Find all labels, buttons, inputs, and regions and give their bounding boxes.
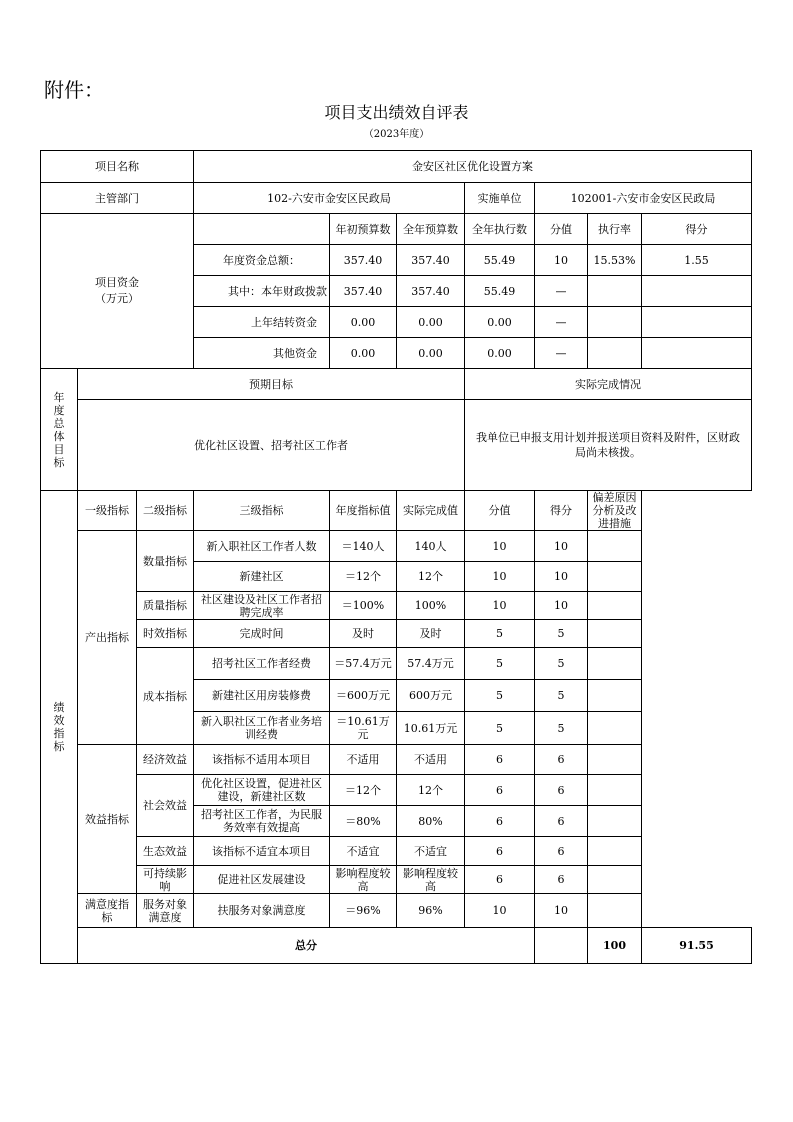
header-actual: 实际完成值 — [397, 491, 465, 531]
funds-label — [41, 214, 194, 369]
indicator-got: 6 — [535, 866, 588, 894]
funds-header-rate: 执行率 — [588, 214, 642, 245]
indicator-actual: 12个 — [397, 562, 465, 592]
indicator-target: ＝140人 — [330, 531, 397, 562]
indicator-note — [588, 648, 642, 680]
goals-label-text: 年度总体目标 — [53, 390, 65, 469]
indicator-score: 5 — [465, 620, 535, 648]
dept-label: 主管部门 — [41, 183, 194, 214]
level2-ecological: 生态效益 — [137, 837, 194, 866]
goals-header-row — [41, 369, 752, 400]
indicator-target: 及时 — [330, 620, 397, 648]
indicator-note — [588, 712, 642, 745]
funds-score: — — [535, 338, 588, 369]
indicator-actual: 及时 — [397, 620, 465, 648]
funds-header-initial: 年初预算数 — [330, 214, 397, 245]
indicator-target: ＝57.4万元 — [330, 648, 397, 680]
project-name-value: 金安区社区优化设置方案 — [194, 151, 752, 183]
level2-quality: 质量指标 — [137, 592, 194, 620]
indicator-row — [41, 648, 752, 680]
indicator-row — [41, 620, 752, 648]
indicators-label-text: 绩效指标 — [53, 701, 65, 753]
funds-score: — — [535, 307, 588, 338]
header-score: 分值 — [465, 491, 535, 531]
funds-score: — — [535, 276, 588, 307]
funds-got — [642, 307, 752, 338]
total-label: 总分 — [78, 928, 535, 964]
funds-got: 1.55 — [642, 245, 752, 276]
level2-quantity: 数量指标 — [137, 531, 194, 592]
indicator-score: 5 — [465, 648, 535, 680]
indicator-row — [41, 745, 752, 775]
indicator-note — [588, 531, 642, 562]
indicator-score: 6 — [465, 866, 535, 894]
indicator-score: 6 — [465, 745, 535, 775]
level2-service: 服务对象满意度 — [137, 894, 194, 928]
level1-satisfaction: 满意度指标 — [78, 894, 137, 928]
header-level3: 三级指标 — [194, 491, 330, 531]
year-subtitle: （2023年度） — [363, 129, 430, 140]
funds-executed: 55.49 — [465, 245, 535, 276]
header-level2: 二级指标 — [137, 491, 194, 531]
indicator-name: 新建社区 — [194, 562, 330, 592]
indicator-target: ＝80% — [330, 806, 397, 837]
indicator-target: ＝96% — [330, 894, 397, 928]
total-row — [41, 928, 752, 964]
funds-got — [642, 338, 752, 369]
indicator-note — [588, 775, 642, 806]
indicator-name: 新入职社区工作者人数 — [194, 531, 330, 562]
funds-rate — [588, 307, 642, 338]
funds-label-text: 项目资金（万元） — [95, 276, 139, 305]
indicator-actual: 140人 — [397, 531, 465, 562]
indicator-target: ＝12个 — [330, 775, 397, 806]
indicator-actual: 12个 — [397, 775, 465, 806]
header-level1: 一级指标 — [78, 491, 137, 531]
indicator-note — [588, 680, 642, 712]
indicator-got: 10 — [535, 562, 588, 592]
indicator-note — [588, 866, 642, 894]
total-score: 100 — [588, 928, 642, 964]
expected-header: 预期目标 — [78, 369, 465, 400]
indicator-row — [41, 531, 752, 562]
funds-rate — [588, 276, 642, 307]
indicator-score: 5 — [465, 712, 535, 745]
indicator-row — [41, 837, 752, 866]
goals-row — [41, 400, 752, 491]
indicator-name: 新入职社区工作者业务培训经费 — [194, 712, 330, 745]
indicator-target: 不适宜 — [330, 837, 397, 866]
indicator-got: 5 — [535, 648, 588, 680]
impl-value: 102001-六安市金安区民政局 — [535, 183, 752, 214]
indicator-name: 招考社区工作者经费 — [194, 648, 330, 680]
indicator-got: 10 — [535, 592, 588, 620]
indicator-target: 不适用 — [330, 745, 397, 775]
header-target: 年度指标值 — [330, 491, 397, 531]
indicator-row — [41, 866, 752, 894]
level1-benefit: 效益指标 — [78, 745, 137, 894]
indicator-target: ＝100% — [330, 592, 397, 620]
indicator-got: 6 — [535, 837, 588, 866]
indicator-note — [588, 745, 642, 775]
funds-header-annual: 全年预算数 — [397, 214, 465, 245]
total-got: 91.55 — [642, 928, 752, 964]
indicator-score: 5 — [465, 680, 535, 712]
indicator-note — [588, 894, 642, 928]
indicator-note — [588, 562, 642, 592]
indicator-score: 10 — [465, 592, 535, 620]
funds-annual: 357.40 — [397, 276, 465, 307]
funds-header-blank — [194, 214, 330, 245]
funds-executed: 0.00 — [465, 307, 535, 338]
indicators-label — [41, 491, 78, 964]
funds-got — [642, 276, 752, 307]
indicator-name: 招考社区工作者，为民服务效率有效提高 — [194, 806, 330, 837]
indicator-score: 6 — [465, 775, 535, 806]
funds-initial: 357.40 — [330, 245, 397, 276]
level2-sustainable: 可持续影响 — [137, 866, 194, 894]
indicator-note — [588, 620, 642, 648]
indicator-name: 该指标不适用本项目 — [194, 745, 330, 775]
funds-annual: 0.00 — [397, 307, 465, 338]
indicator-got: 5 — [535, 680, 588, 712]
project-name-label: 项目名称 — [41, 151, 194, 183]
indicator-actual: 影响程度较高 — [397, 866, 465, 894]
actual-goal: 我单位已申报支用计划并报送项目资料及附件，区财政局尚未核拨。 — [465, 400, 752, 491]
indicator-target: 影响程度较高 — [330, 866, 397, 894]
funds-annual: 357.40 — [397, 245, 465, 276]
indicator-target: ＝12个 — [330, 562, 397, 592]
indicator-note — [588, 592, 642, 620]
impl-label: 实施单位 — [465, 183, 535, 214]
level2-cost: 成本指标 — [137, 648, 194, 745]
indicator-name: 完成时间 — [194, 620, 330, 648]
funds-row-label: 其中：本年财政拨款 — [194, 276, 330, 307]
page-title: 项目支出绩效自评表 — [324, 103, 469, 122]
evaluation-table — [40, 150, 752, 964]
funds-header-row — [41, 214, 752, 245]
department-row — [41, 183, 752, 214]
project-name-row — [41, 151, 752, 183]
funds-header-executed: 全年执行数 — [465, 214, 535, 245]
indicator-score: 10 — [465, 531, 535, 562]
indicator-name: 社区建设及社区工作者招聘完成率 — [194, 592, 330, 620]
total-blank — [535, 928, 588, 964]
indicator-name: 新建社区用房装修费 — [194, 680, 330, 712]
level2-social: 社会效益 — [137, 775, 194, 837]
indicator-actual: 10.61万元 — [397, 712, 465, 745]
indicator-got: 10 — [535, 531, 588, 562]
indicator-actual: 不适用 — [397, 745, 465, 775]
indicator-row — [41, 775, 752, 806]
funds-header-got: 得分 — [642, 214, 752, 245]
indicator-score: 10 — [465, 894, 535, 928]
header-got: 得分 — [535, 491, 588, 531]
level1-output: 产出指标 — [78, 531, 137, 745]
indicator-name: 促进社区发展建设 — [194, 866, 330, 894]
indicator-actual: 100% — [397, 592, 465, 620]
indicator-got: 5 — [535, 712, 588, 745]
indicator-score: 6 — [465, 837, 535, 866]
funds-rate: 15.53% — [588, 245, 642, 276]
indicator-got: 6 — [535, 806, 588, 837]
funds-row-label: 年度资金总额： — [194, 245, 330, 276]
level2-timeliness: 时效指标 — [137, 620, 194, 648]
funds-score: 10 — [535, 245, 588, 276]
indicator-got: 10 — [535, 894, 588, 928]
indicator-name: 该指标不适宜本项目 — [194, 837, 330, 866]
indicators-header-row — [41, 491, 752, 531]
funds-executed: 0.00 — [465, 338, 535, 369]
expected-goal: 优化社区设置、招考社区工作者 — [78, 400, 465, 491]
indicator-got: 5 — [535, 620, 588, 648]
indicator-target: ＝10.61万元 — [330, 712, 397, 745]
funds-row-label: 上年结转资金 — [194, 307, 330, 338]
funds-annual: 0.00 — [397, 338, 465, 369]
funds-initial: 0.00 — [330, 307, 397, 338]
funds-initial: 0.00 — [330, 338, 397, 369]
indicator-target: ＝600万元 — [330, 680, 397, 712]
dept-value: 102-六安市金安区民政局 — [194, 183, 465, 214]
attachment-label: 附件： — [44, 78, 104, 102]
funds-rate — [588, 338, 642, 369]
actual-header: 实际完成情况 — [465, 369, 752, 400]
level2-economic: 经济效益 — [137, 745, 194, 775]
indicator-actual: 57.4万元 — [397, 648, 465, 680]
funds-header-score: 分值 — [535, 214, 588, 245]
indicator-row — [41, 894, 752, 928]
indicator-score: 6 — [465, 806, 535, 837]
indicator-actual: 96% — [397, 894, 465, 928]
funds-row-label: 其他资金 — [194, 338, 330, 369]
indicator-name: 扶服务对象满意度 — [194, 894, 330, 928]
indicator-actual: 不适宜 — [397, 837, 465, 866]
indicator-row — [41, 592, 752, 620]
indicator-score: 10 — [465, 562, 535, 592]
indicator-note — [588, 806, 642, 837]
header-note: 偏差原因分析及改进措施 — [588, 491, 642, 531]
indicator-actual: 80% — [397, 806, 465, 837]
funds-executed: 55.49 — [465, 276, 535, 307]
indicator-name: 优化社区设置，促进社区建设，新建社区数 — [194, 775, 330, 806]
funds-initial: 357.40 — [330, 276, 397, 307]
indicator-got: 6 — [535, 775, 588, 806]
indicator-note — [588, 837, 642, 866]
goals-label — [41, 369, 78, 491]
indicator-actual: 600万元 — [397, 680, 465, 712]
indicator-got: 6 — [535, 745, 588, 775]
